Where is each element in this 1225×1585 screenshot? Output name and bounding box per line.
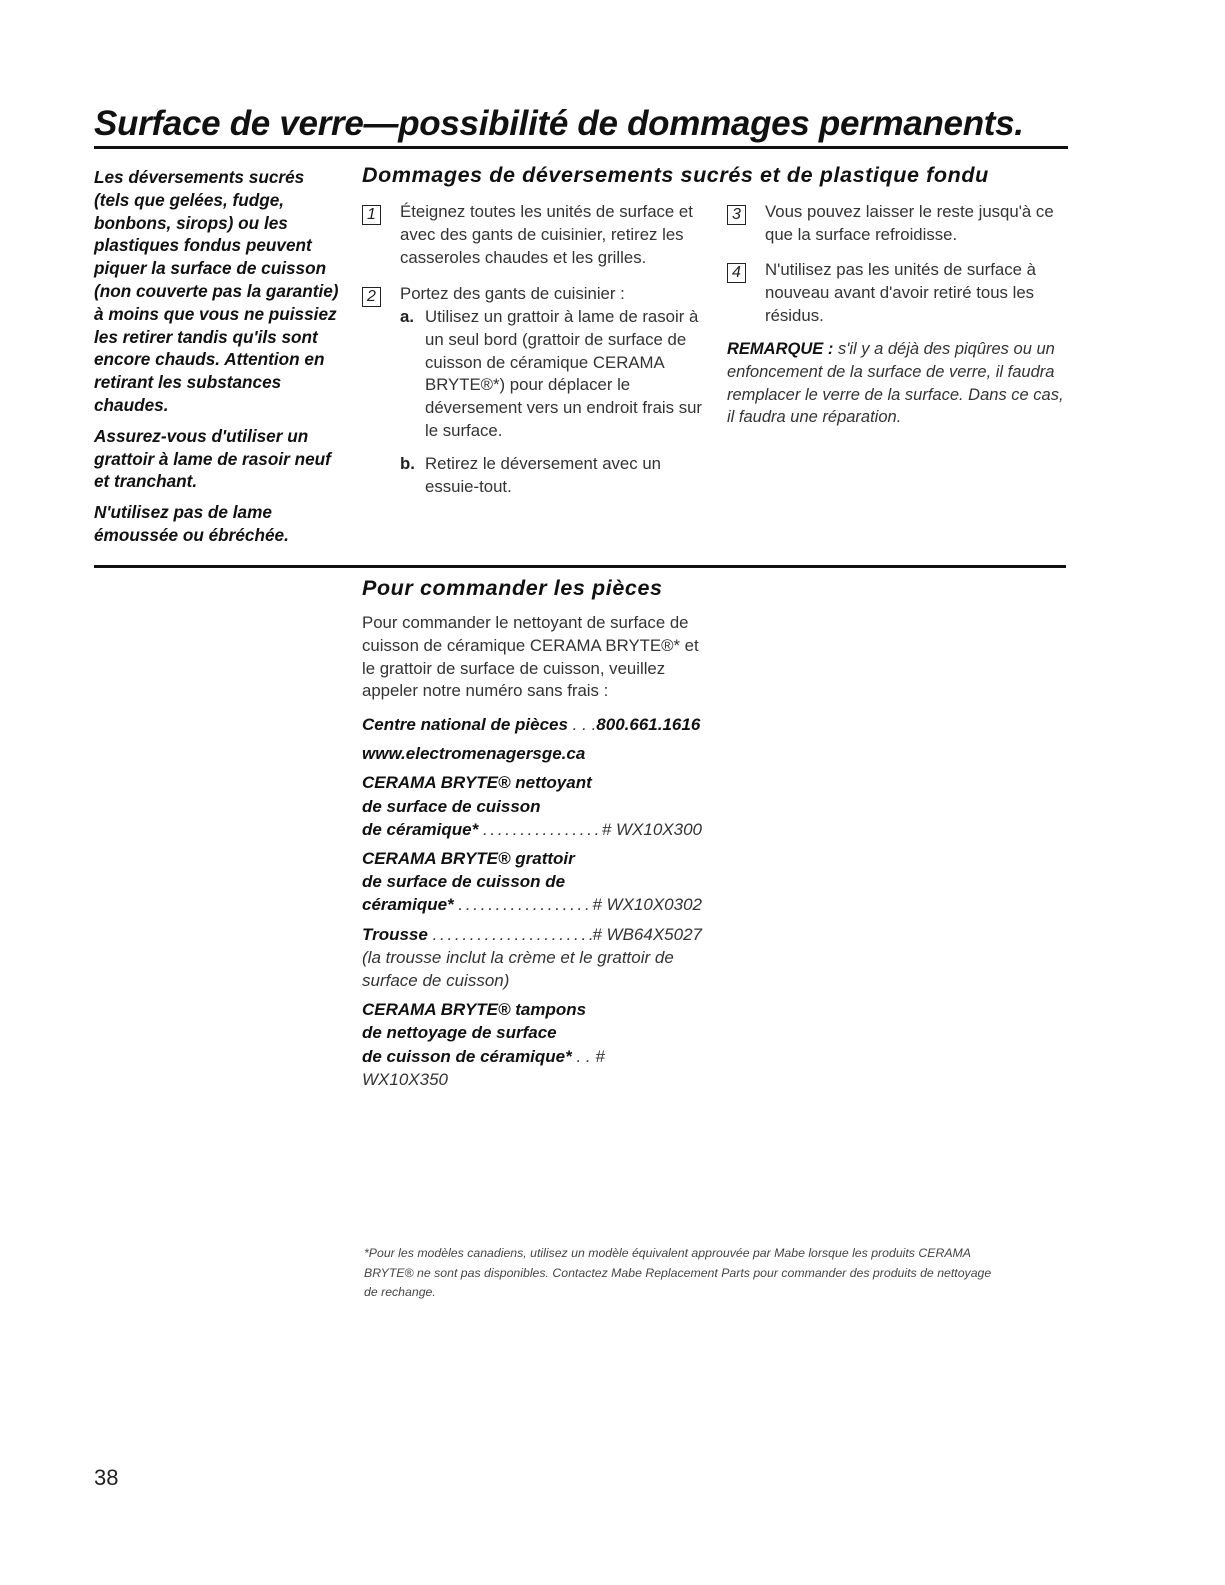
dot-leader: [428, 923, 593, 946]
cleaner-line-2: de surface de cuisson: [362, 796, 541, 816]
kit-note: (la trousse inclut la crème et le grattoir de surface de cuisson): [362, 947, 674, 991]
sidebar-warning-text: Les déversements sucrés (tels que gelées, fudge, bonbons, sirops) ou les plastiques fondus peuvent piquer la surface de cuisson (non couverte pas la garantie) à moins que vous ne puissiez les retirer tandis qu'ils sont encore chauds. Attention en retirant les substances chaudes.: [94, 167, 339, 415]
step-number-box: 4: [727, 263, 746, 283]
parts-scraper: [362, 847, 707, 917]
pads-hash: . . #: [576, 1046, 605, 1066]
pads-line-3: de cuisson de céramique*: [362, 1046, 572, 1066]
scraper-line-1: CERAMA BRYTE® grattoir: [362, 849, 575, 869]
substep-label: b.: [400, 454, 415, 473]
parts-website[interactable]: www.electromenagersge.ca: [362, 744, 586, 764]
sidebar-scraper-tip: Assurez-vous d'utiliser un grattoir à lame de rasoir neuf et tranchant.: [94, 425, 331, 492]
step-text: Éteignez toutes les unités de surface et avec des gants de cuisinier, retirez les casseroles chaudes et les grilles.: [400, 202, 693, 267]
substep-text: Retirez le déversement avec un essuie-tout.: [425, 454, 661, 496]
note-remarque: [727, 338, 1072, 429]
scraper-line-3: céramique*: [362, 895, 454, 915]
substep-text: Utilisez un grattoir à lame de rasoir à un seul bord (grattoir de surface de cuisson de céramique CERAMA BRYTE®*) pour déplacer le déversement vers un endroit frais sur le surface.: [425, 307, 703, 440]
footnote: *Pour les modèles canadiens, utilisez un modèle équivalent approuvée par Mabe lorsque les produits CERAMA BRYTE® ne sont pas disponibles. Contactez Mabe Replacement Parts pour commander des produits de nettoyage de rechange.: [364, 1246, 992, 1299]
kit-label: Trousse: [362, 924, 428, 944]
step-text: Vous pouvez laisser le reste jusqu'à ce que la surface refroidisse.: [765, 202, 1054, 244]
sidebar-blade-warning: N'utilisez pas de lame émoussée ou ébréchée.: [94, 502, 289, 545]
pads-line-1: CERAMA BRYTE® tampons: [362, 1000, 587, 1020]
cleaner-part-number: # WX10X300: [601, 819, 702, 839]
parts-centre-label: Centre national de pièces: [362, 715, 568, 734]
step-number-box: 3: [727, 205, 746, 225]
title-rule: [94, 146, 1068, 149]
scraper-line-2: de surface de cuisson de: [362, 872, 566, 892]
parts-pads: [362, 998, 707, 1091]
dot-leader: [454, 893, 593, 916]
substep-label: a.: [400, 307, 414, 326]
pads-line-2: de nettoyage de surface: [362, 1023, 557, 1043]
section-divider: [94, 565, 1066, 568]
step-number-box: 2: [362, 287, 381, 307]
kit-part-number: # WB64X5027: [592, 924, 702, 944]
section-heading-sugary-spills: Dommages de déversements sucrés et de plastique fondu: [362, 163, 989, 187]
cleaner-line-3: de céramique*: [362, 819, 479, 839]
scraper-part-number: # WX10X0302: [592, 895, 702, 915]
warning-sidebar: [94, 166, 344, 555]
page-title: Surface de verre—possibilité de dommages permanents.: [94, 104, 1024, 143]
parts-centre-line: [362, 713, 707, 736]
dot-leader: . . .: [567, 715, 597, 734]
dot-leader: [478, 818, 602, 841]
parts-cleaner: [362, 771, 707, 841]
step-number-box: 1: [362, 205, 381, 225]
parts-website-line: [362, 742, 707, 765]
order-intro: Pour commander le nettoyant de surface de cuisson de céramique CERAMA BRYTE®* et le grattoir de surface de cuisson, veuillez appeler notre numéro sans frais :: [362, 613, 699, 701]
note-text: s'il y a déjà des piqûres ou un enfoncement de la surface de verre, il faudra remplacer le verre de la surface. Dans ce cas, il faudra une réparation.: [727, 340, 1064, 427]
step-text: Portez des gants de cuisinier :: [400, 284, 625, 303]
section-heading-order-parts: Pour commander les pièces: [362, 576, 663, 600]
parts-list: [362, 713, 707, 1097]
note-label: REMARQUE :: [727, 340, 834, 358]
parts-kit: [362, 923, 707, 993]
pads-part-number: WX10X350: [362, 1069, 448, 1089]
page-number: 38: [94, 1465, 119, 1490]
step-text: N'utilisez pas les unités de surface à nouveau avant d'avoir retiré tous les résidus.: [765, 260, 1036, 325]
parts-centre-phone: 800.661.1616: [596, 715, 701, 734]
cleaner-line-1: CERAMA BRYTE® nettoyant: [362, 773, 592, 793]
